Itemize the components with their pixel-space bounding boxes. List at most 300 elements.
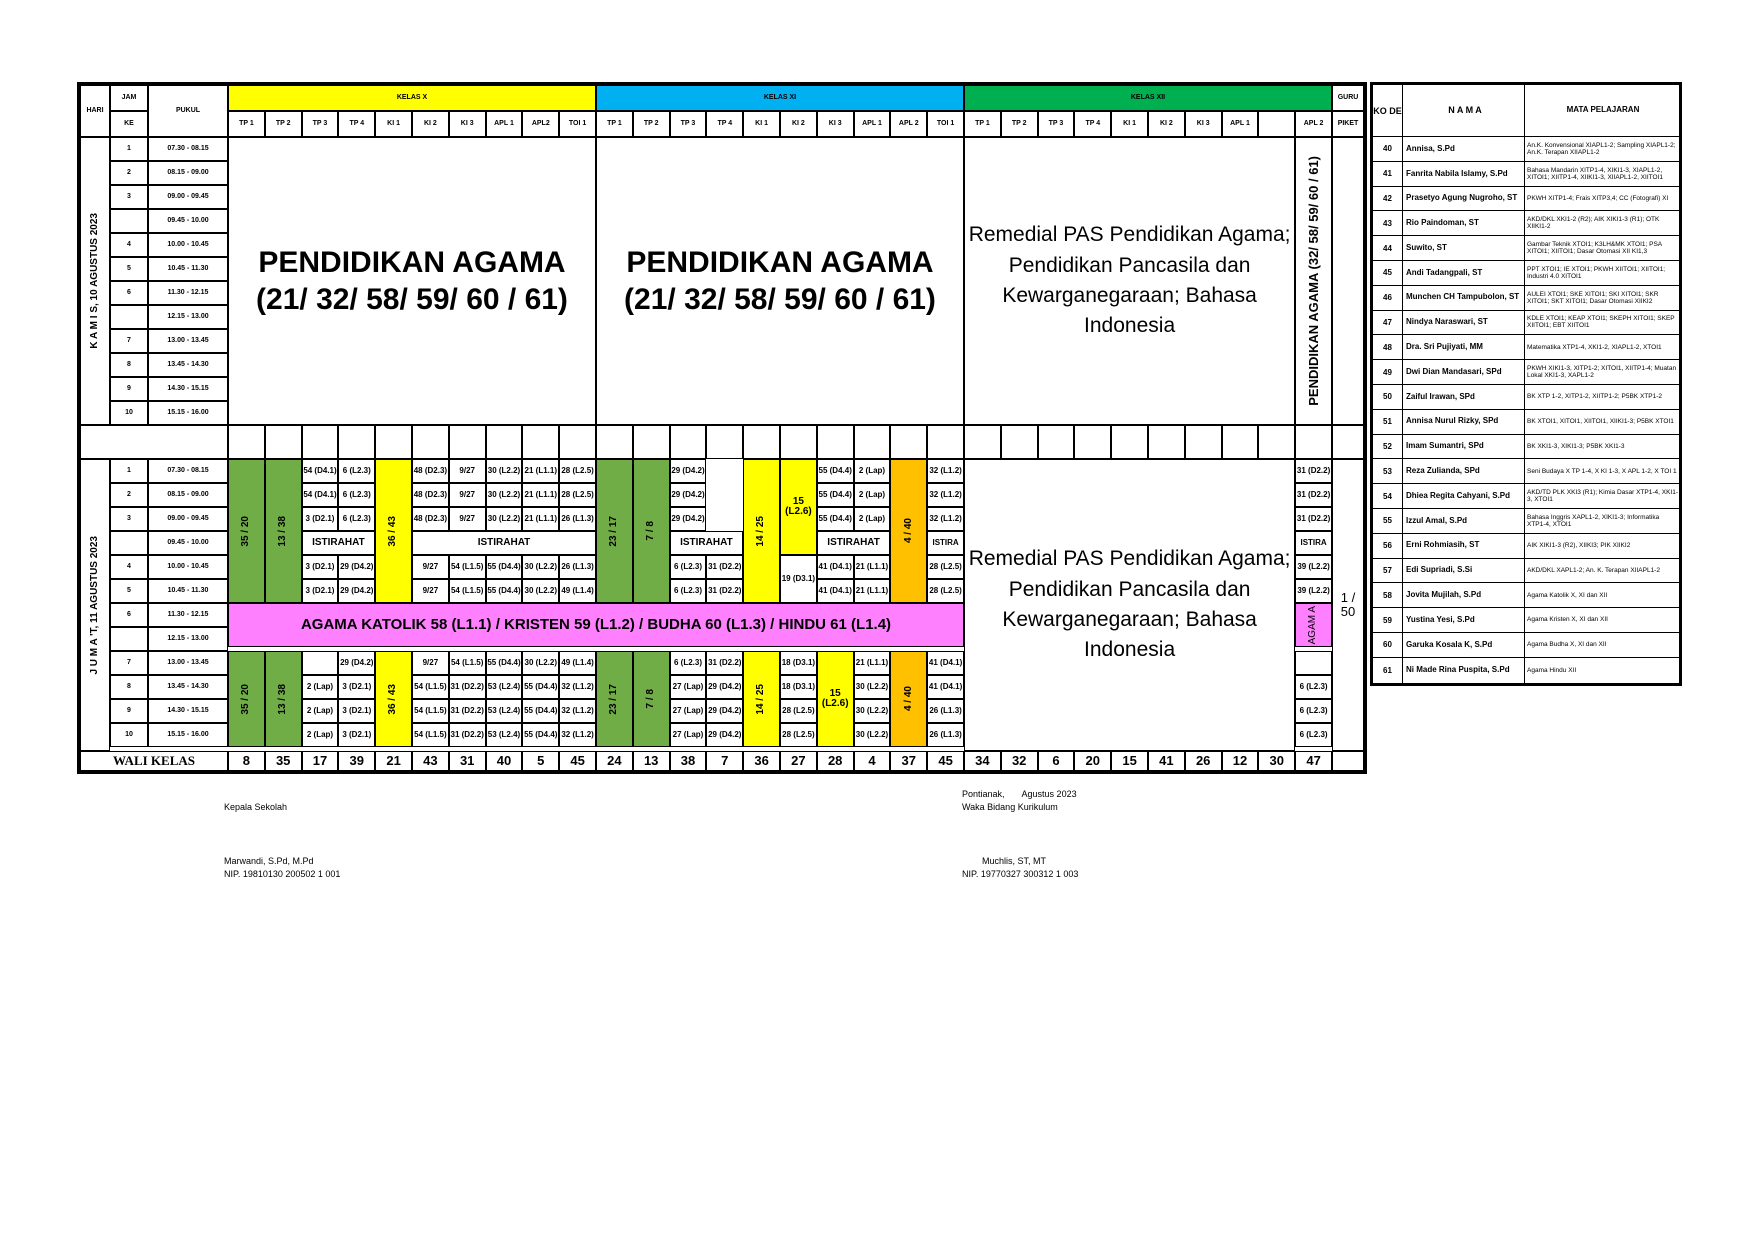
block-ki1-am [375,459,412,603]
separator-cell [927,425,964,459]
teacher-mapel: AULEI XTOI1; SKE XITOI1; SKI XITOI1; SKR XITOI1; SKT XITOI1; Dasar Otomasi XIIKI2 [1527,290,1659,305]
schedule-slot: 18 (D3.1) [780,651,817,675]
wali-kelas-value: 4 [854,751,891,771]
schedule-slot: 2 (Lap) [854,459,891,483]
piket-header: PIKET [1332,111,1364,137]
jam-ke: 2 [110,483,148,507]
separator-cell [302,425,339,459]
teacher-nama: Annisa, S.Pd [1403,137,1525,161]
class-header: KI 3 [817,111,854,137]
agama-band: AGAMA KATOLIK 58 (L1.1) / KRISTEN 59 (L1.2) / BUDHA 60 (L1.3) / HINDU 61 (L1.4) [228,603,964,647]
schedule-slot: 29 (D4.2) [706,723,743,747]
schedule-slot: 54 (L1.5) [449,579,486,603]
pukul-time: 09.45 - 10.00 [148,531,228,555]
schedule-slot: 55 (D4.4) [522,723,559,747]
schedule-slot: 41 (D4.1) [817,579,854,603]
pukul-time: 13.45 - 14.30 [148,353,228,377]
teacher-row [1373,410,1679,435]
teacher-table-header [1373,85,1679,137]
schedule-slot: 2 (Lap) [302,675,339,699]
teacher-row [1373,534,1679,559]
teacher-nama: Jovita Mujilah, S.Pd [1403,583,1525,607]
separator-cell [522,425,559,459]
jam-ke: 1 [110,137,148,161]
teacher-row [1373,484,1679,509]
schedule-slot: 49 (L1.4) [559,651,596,675]
teacher-kode: 51 [1373,410,1403,434]
wali-kelas-value: 41 [1148,751,1185,771]
schedule-slot: 3 (D2.1) [302,507,339,531]
block-agama-apl2 [1295,137,1332,425]
class-header: APL 1 [1222,111,1259,137]
waka-title: Waka Bidang Kurikulum [962,802,1058,812]
block-xi-tp1-pm-label: 23 / 17 [608,683,620,715]
teacher-nama: Erni Rohmiasih, ST [1403,534,1525,558]
wali-kelas-label: WALI KELAS [80,751,228,771]
schedule-slot: 3 (D2.1) [338,723,375,747]
schedule-slot: 31 (D2.2) [1295,483,1332,507]
wali-kelas-value: 35 [265,751,302,771]
teacher-row [1373,311,1679,336]
schedule-slot: 53 (L2.4) [486,723,523,747]
jam-ke: 2 [110,161,148,185]
schedule-slot: 32 (L1.2) [559,675,596,699]
teacher-kode: 52 [1373,435,1403,459]
teacher-row [1373,658,1679,683]
pukul-time: 14.30 - 15.15 [148,377,228,401]
wali-kelas-value: 5 [522,751,559,771]
schedule-slot: 3 (D2.1) [302,555,339,579]
wali-kelas-value: 34 [964,751,1001,771]
teacher-kode: 43 [1373,211,1403,235]
separator-cell [1222,425,1259,459]
class-header: KI 2 [412,111,449,137]
block-tp1-am-label: 35 / 20 [240,515,252,547]
istirahat-x-right: ISTIRAHAT [412,531,596,555]
waka-name: Muchlis, ST, MT [982,856,1047,866]
class-header: KI 3 [449,111,486,137]
schedule-slot: 9/27 [449,459,486,483]
schedule-slot: 55 (D4.4) [817,459,854,483]
block-tp1-pm-label: 35 / 20 [240,683,252,715]
class-header: TP 4 [338,111,375,137]
block-xi-tp1-am-label: 23 / 17 [608,515,620,547]
jam-ke: 4 [110,233,148,257]
teacher-row [1373,360,1679,385]
teacher-nama: Nindya Naraswari, ST [1403,311,1525,335]
teacher-mapel: PKWH XITP1-4; Frais XITP3,4; CC (Fotografi) XI [1527,194,1669,202]
teacher-mapel: PPT XTOI1; IE XTOI1; PKWH XIITOI1; XIITOI1; Industri 4.0 XITOI1 [1527,265,1666,280]
teacher-mapel: Bahasa Mandarin XITP1-4, XIKI1-3, XIAPL1-2, XITOI1; XIITP1-4, XIIKI1-3, XIIAPL1-2, XIITOI1 [1527,166,1663,181]
istirahat-xii-apl2: ISTIRA [1295,531,1332,555]
jam-header: JAM [110,85,148,111]
separator-cell [817,425,854,459]
schedule-slot: 55 (D4.4) [486,579,523,603]
jam-ke: 10 [110,723,148,747]
wali-kelas-value: 8 [228,751,265,771]
schedule-slot: 55 (D4.4) [486,555,523,579]
block-remedial-xii-jumat: Remedial PAS Pendidikan Agama; Pendidikan Pancasila dan Kewarganegaraan; Bahasa Indonesia [964,459,1295,751]
schedule-table [77,82,1367,774]
pukul-time: 10.45 - 11.30 [148,579,228,603]
teacher-nama: Andi Tadangpali, ST [1403,261,1525,285]
jam-ke: 5 [110,257,148,281]
wali-kelas-value: 20 [1074,751,1111,771]
separator-cell [412,425,449,459]
place-date: Pontianak, Agustus 2023 [962,789,1077,799]
schedule-slot: 26 (L1.3) [559,555,596,579]
teacher-row [1373,633,1679,658]
block-tp2-am [265,459,302,603]
schedule-slot: 9/27 [449,483,486,507]
teacher-kode: 40 [1373,137,1403,161]
schedule-slot: 30 (L2.2) [486,483,523,507]
block-xi-tp1-am [596,459,633,603]
block-tp2-am-label: 13 / 38 [276,515,288,547]
jam-ke: 9 [110,699,148,723]
schedule-slot: 54 (D4.1) [302,483,339,507]
wali-kelas-value: 13 [633,751,670,771]
wali-kelas-value: 12 [1222,751,1259,771]
jam-ke: 7 [110,651,148,675]
separator-cell [743,425,780,459]
jam-ke: 10 [110,401,148,425]
schedule-slot: 6 (L2.3) [670,579,707,603]
wali-kelas-value: 7 [706,751,743,771]
schedule-slot: 28 (L2.5) [927,555,964,579]
class-header: APL 1 [854,111,891,137]
hari-header: HARI [80,85,110,137]
block-agama-apl2-label: PENDIDIKAN AGAMA (32/ 58/ 59/ 60 / 61) [1305,156,1321,406]
class-header: TP 4 [706,111,743,137]
pukul-time: 13.00 - 13.45 [148,329,228,353]
block-ki1-pm [375,651,412,747]
schedule-slot: 6 (L2.3) [1295,723,1332,747]
teacher-mapel: BK XKI1-3, XIKI1-3; P5BK XKI1-3 [1527,442,1625,450]
schedule-slot: 18 (D3.1) [780,675,817,699]
wali-kelas-value: 40 [486,751,523,771]
teacher-mapel: Agama Hindu XII [1527,666,1577,674]
teacher-row [1373,608,1679,633]
jam-ke: 1 [110,459,148,483]
pukul-time: 13.00 - 13.45 [148,651,228,675]
teacher-mapel: Agama Katolik X, XI dan XII [1527,591,1608,599]
ke-header: KE [110,111,148,137]
piket-kamis [1332,137,1364,425]
teacher-kode: 58 [1373,583,1403,607]
class-header: APL 2 [1295,111,1332,137]
schedule-slot: 54 (D4.1) [302,459,339,483]
schedule-slot: 21 (L1.1) [522,483,559,507]
block-xi-ki3-pm: 15 (L2.6) [817,651,854,747]
kepala-sekolah-name: Marwandi, S.Pd, M.Pd [224,856,314,866]
schedule-slot: 39 (L2.2) [1295,555,1332,579]
separator-cell [486,425,523,459]
schedule-slot: 21 (L1.1) [522,507,559,531]
pukul-time: 15.15 - 16.00 [148,401,228,425]
teacher-row [1373,137,1679,162]
schedule-slot: 28 (L2.5) [780,699,817,723]
block-xi-tp2-pm [633,651,670,747]
schedule-slot: 32 (L1.2) [559,723,596,747]
schedule-slot: 27 (Lap) [670,675,707,699]
wali-kelas-value: 6 [1038,751,1075,771]
block-ki1-am-label: 36 / 43 [387,515,399,547]
teacher-row [1373,261,1679,286]
teacher-mapel: An.K. Konvensional XIAPL1-2; Sampling XIAPL1-2; An.K. Terapan XIIAPL1-2 [1527,141,1676,156]
schedule-slot: 21 (L1.1) [854,579,891,603]
block-pendidikan-agama-xi: PENDIDIKAN AGAMA (21/ 32/ 58/ 59/ 60 / 61) [596,137,964,425]
nama-header: N A M A [1403,85,1525,136]
teacher-mapel: AKD/TD PLK XKI3 (R1); Kimia Dasar XTP1-4, XKI1-3, XTOI1 [1527,488,1678,504]
separator-cell [890,425,927,459]
schedule-slot [1295,651,1332,675]
pukul-time: 14.30 - 15.15 [148,699,228,723]
pukul-time: 11.30 - 12.15 [148,603,228,627]
schedule-slot: 54 (L1.5) [449,555,486,579]
teacher-kode: 56 [1373,534,1403,558]
schedule-slot: 6 (L2.3) [1295,699,1332,723]
teacher-mapel: Matematika XTP1-4, XKI1-2, XIAPL1-2, XTOI1 [1527,343,1662,351]
teacher-nama: Edi Supriadi, S.Si [1403,559,1525,583]
schedule-slot: 41 (D4.1) [927,675,964,699]
schedule-slot: 31 (D2.2) [449,723,486,747]
kepala-sekolah-title: Kepala Sekolah [224,802,288,812]
block-remedial-xii-kamis: Remedial PAS Pendidikan Agama; Pendidikan Pancasila dan Kewarganegaraan; Bahasa Indonesia [964,137,1295,425]
schedule-slot: 6 (L2.3) [338,483,375,507]
schedule-slot: 30 (L2.2) [522,555,559,579]
teacher-row [1373,211,1679,236]
wali-kelas-value: 27 [780,751,817,771]
pukul-time: 08.15 - 09.00 [148,161,228,185]
kelas-xi-header: KELAS XI [596,85,964,111]
teacher-nama: Izzul Amal, S.Pd [1403,509,1525,533]
schedule-slot: 28 (L2.5) [559,459,596,483]
schedule-slot: 32 (L1.2) [559,699,596,723]
separator-cell [265,425,302,459]
schedule-slot: 21 (L1.1) [854,555,891,579]
pukul-time: 15.15 - 16.00 [148,723,228,747]
teacher-nama: Dhiea Regita Cahyani, S.Pd [1403,484,1525,508]
separator-cell [338,425,375,459]
block-xi-tp4-pm [743,651,780,747]
separator-cell [670,425,707,459]
class-header: TP 3 [302,111,339,137]
wali-kelas-value: 47 [1295,751,1332,771]
schedule-slot: 49 (L1.4) [559,579,596,603]
schedule-slot: 29 (D4.2) [670,483,707,507]
teacher-mapel: Bahasa Inggris XAPL1-2, XIKI1-3; Informatika XTP1-4, XTOI1 [1527,513,1660,528]
separator-cell [854,425,891,459]
schedule-slot: 29 (D4.2) [338,651,375,675]
pukul-time: 09.45 - 10.00 [148,209,228,233]
istirahat-xi-toi: ISTIRA [927,531,964,555]
block-tp2-pm [265,651,302,747]
schedule-slot: 29 (D4.2) [338,555,375,579]
schedule-slot: 30 (L2.2) [522,579,559,603]
schedule-slot: 6 (L2.3) [670,651,707,675]
kode-header: KO DE [1373,85,1403,136]
class-header: APL2 [522,111,559,137]
wali-kelas-value: 28 [817,751,854,771]
block-xi-tp2-am-label: 7 / 8 [644,521,656,541]
schedule-slot: 39 (L2.2) [1295,579,1332,603]
separator-cell [228,425,265,459]
teacher-kode: 59 [1373,608,1403,632]
schedule-slot: 29 (D4.2) [706,699,743,723]
schedule-slot: 31 (D2.2) [706,651,743,675]
schedule-slot: 28 (L2.5) [927,579,964,603]
teacher-kode: 57 [1373,559,1403,583]
pukul-time: 09.00 - 09.45 [148,185,228,209]
pukul-time: 12.15 - 13.00 [148,305,228,329]
separator-cell [596,425,633,459]
istirahat-xi-left: ISTIRAHAT [670,531,744,555]
schedule-slot: 31 (D2.2) [1295,459,1332,483]
class-header: KI 2 [780,111,817,137]
wali-kelas-value: 36 [743,751,780,771]
day-kamis [80,137,110,425]
separator-cell [706,425,743,459]
jam-ke: 8 [110,675,148,699]
pukul-time: 10.00 - 10.45 [148,555,228,579]
schedule-slot: 32 (L1.2) [927,507,964,531]
schedule-slot: 28 (L2.5) [559,483,596,507]
jam-ke: 7 [110,329,148,353]
schedule-slot: 54 (L1.5) [412,699,449,723]
class-header: KI 2 [1148,111,1185,137]
wali-kelas-value: 21 [375,751,412,771]
schedule-slot: 31 (D2.2) [706,555,743,579]
schedule-slot: 32 (L1.2) [927,459,964,483]
class-header: TP 1 [228,111,265,137]
schedule-slot: 32 (L1.2) [927,483,964,507]
teacher-mapel: Agama Kristen X, XI dan XII [1527,616,1608,624]
separator-cell [1295,425,1332,459]
separator-cell [1074,425,1111,459]
class-header: TP 1 [964,111,1001,137]
class-header: TP 1 [596,111,633,137]
wali-kelas-value: 38 [670,751,707,771]
wali-kelas-value: 43 [412,751,449,771]
teacher-kode: 41 [1373,162,1403,186]
teacher-kode: 55 [1373,509,1403,533]
wali-kelas-value: 15 [1111,751,1148,771]
class-header: TP 2 [265,111,302,137]
wali-kelas-value: 26 [1185,751,1222,771]
block-xi-tp4-am-label: 14 / 25 [755,515,767,547]
pukul-time: 07.30 - 08.15 [148,137,228,161]
schedule-slot: 55 (D4.4) [522,699,559,723]
teacher-nama: Reza Zulianda, SPd [1403,459,1525,483]
schedule-slot: 31 (D2.2) [1295,507,1332,531]
teacher-kode: 42 [1373,187,1403,211]
schedule-slot: 54 (L1.5) [449,651,486,675]
jam-ke: 4 [110,555,148,579]
teacher-kode: 46 [1373,286,1403,310]
jam-ke [110,305,148,329]
schedule-slot: 2 (Lap) [302,699,339,723]
teacher-kode: 54 [1373,484,1403,508]
teacher-row [1373,583,1679,608]
wali-kelas-value: 45 [927,751,964,771]
wali-kelas-blank [1332,751,1364,771]
schedule-slot: 41 (D4.1) [817,555,854,579]
separator-cell [1332,425,1364,459]
teacher-nama: Munchen CH Tampubolon, ST [1403,286,1525,310]
agama-short [1295,603,1332,647]
pukul-time: 07.30 - 08.15 [148,459,228,483]
schedule-slot: 6 (L2.3) [1295,675,1332,699]
schedule-slot: 55 (D4.4) [486,651,523,675]
schedule-slot: 31 (D2.2) [706,579,743,603]
schedule-slot: 30 (L2.2) [522,651,559,675]
schedule-slot: 3 (D2.1) [302,579,339,603]
schedule-slot: 26 (L1.3) [927,699,964,723]
class-header: KI 1 [1111,111,1148,137]
teacher-row [1373,509,1679,534]
wali-kelas-value: 31 [449,751,486,771]
schedule-slot: 30 (L2.2) [486,459,523,483]
block-xi-tp1-pm [596,651,633,747]
schedule-slot: 48 (D2.3) [412,483,449,507]
teacher-row [1373,335,1679,360]
block-tp1-am [228,459,265,603]
piket-jumat: 1 / 50 [1332,459,1364,751]
teacher-mapel: Gambar Teknik XTOI1; K3LH&MK XTOI1; PSA XITOI1; XIITOI1; Dasar Otomasi XII KI1,3 [1527,240,1662,256]
class-header: KI 3 [1185,111,1222,137]
schedule-slot: 55 (D4.4) [522,675,559,699]
teacher-row [1373,435,1679,460]
istirahat-xi-mid: ISTIRAHAT [817,531,891,555]
schedule-slot: 26 (L1.3) [927,723,964,747]
teacher-kode: 60 [1373,633,1403,657]
teacher-row [1373,236,1679,261]
schedule-slot: 9/27 [449,507,486,531]
block-xi-ki2-am: 15 (L2.6) [780,459,817,555]
schedule-slot: 27 (Lap) [670,723,707,747]
day-jumat [80,459,110,751]
schedule-slot: 21 (L1.1) [854,651,891,675]
pukul-header: PUKUL [148,85,228,137]
separator-cell [1038,425,1075,459]
teacher-kode: 45 [1373,261,1403,285]
schedule-slot: 55 (D4.4) [817,483,854,507]
schedule-slot: 48 (D2.3) [412,507,449,531]
wali-kelas-value: 30 [1258,751,1295,771]
wali-kelas-value: 37 [890,751,927,771]
schedule-slot: 6 (L2.3) [670,555,707,579]
teacher-row [1373,187,1679,212]
schedule-slot: 29 (D4.2) [670,507,707,531]
mapel-header: MATA PELAJARAN [1566,105,1640,115]
schedule-slot: 41 (D4.1) [927,651,964,675]
istirahat-x-left: ISTIRAHAT [302,531,376,555]
schedule-slot: 48 (D2.3) [412,459,449,483]
teacher-mapel: AKD/DKL XKI1-2 (R2); AIK XIKI1-3 (R1); OTK XIIKI1-2 [1527,216,1660,231]
block-ki1-pm-label: 36 / 43 [387,683,399,715]
teacher-table [1370,82,1682,686]
separator-cell [633,425,670,459]
schedule-slot: 29 (D4.2) [706,675,743,699]
schedule-slot: 6 (L2.3) [338,459,375,483]
teacher-nama: Prasetyo Agung Nugroho, ST [1403,187,1525,211]
wali-kelas-value: 39 [338,751,375,771]
jam-ke: 9 [110,377,148,401]
schedule-slot: 53 (L2.4) [486,675,523,699]
schedule-slot: 9/27 [412,579,449,603]
jam-ke: 5 [110,579,148,603]
